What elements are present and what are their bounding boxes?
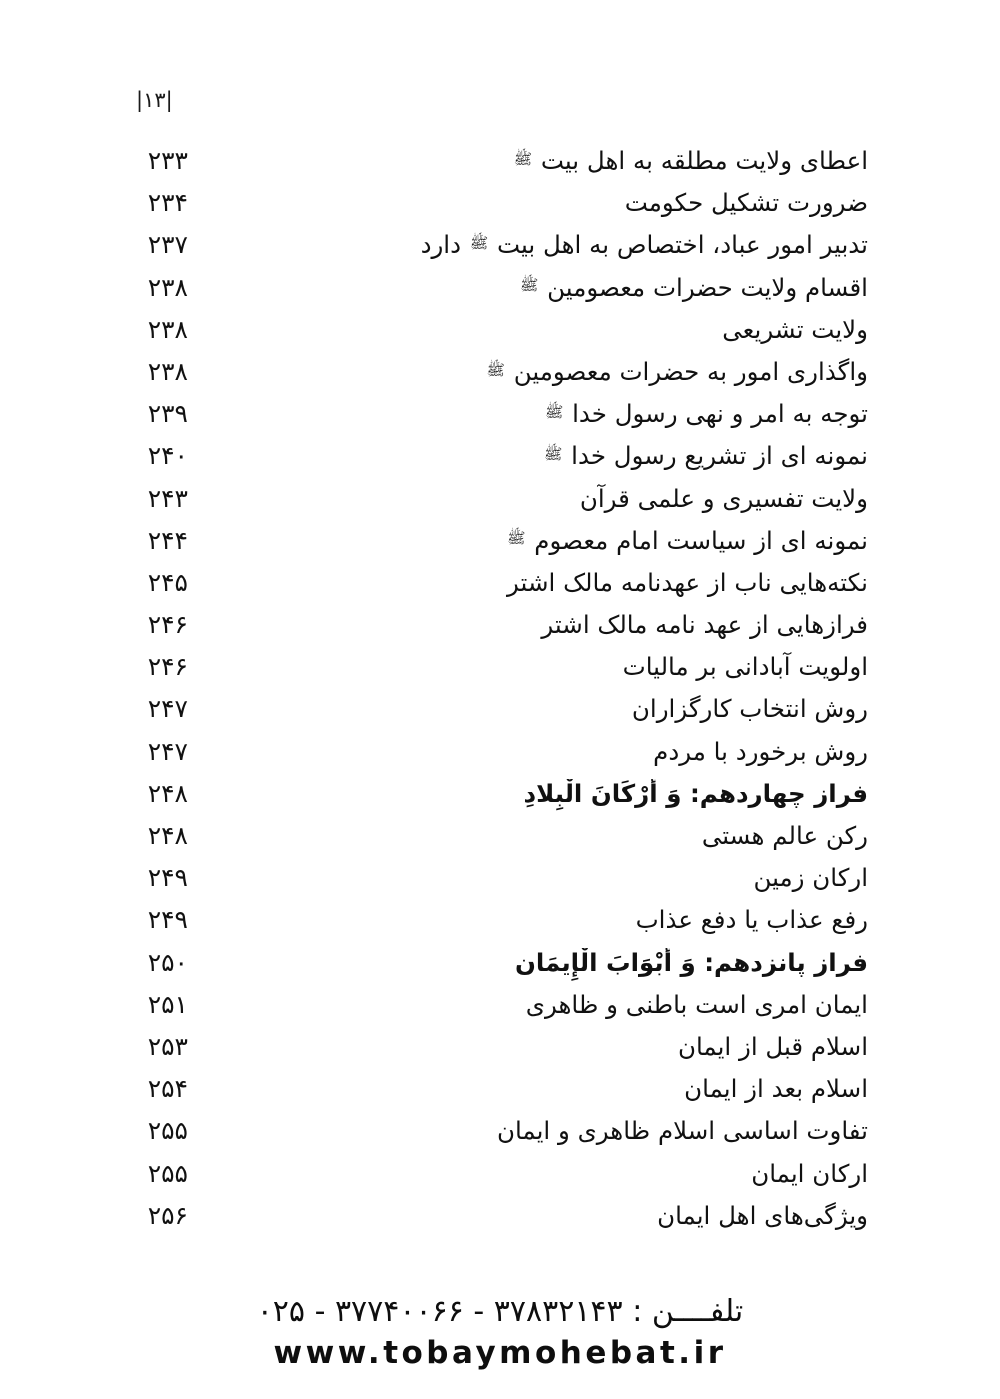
toc-entry[interactable] bbox=[132, 905, 868, 947]
toc-entry[interactable] bbox=[132, 990, 868, 1032]
toc-entry-page-number: ۲۳۷ bbox=[147, 230, 188, 260]
toc-entry-title: ولایت تفسیری و علمی قرآن bbox=[579, 483, 868, 513]
toc-dot-leader bbox=[190, 404, 538, 420]
toc-dot-leader bbox=[190, 615, 535, 631]
toc-entry-title: ضرورت تشکیل حکومت bbox=[624, 188, 868, 218]
toc-entry[interactable] bbox=[132, 610, 868, 652]
toc-entry-title: فراز پانزدهم: وَ أَبْوَابَ الْإِیمَان bbox=[514, 947, 868, 977]
honorific-icon: ﷺ bbox=[544, 402, 564, 421]
toc-entry-title: نمونه ای از تشریع رسول خدا $^ﷺ$ bbox=[544, 441, 868, 471]
toc-entry[interactable] bbox=[132, 1159, 868, 1201]
toc-entry-page-number: ۲۴۰ bbox=[147, 441, 188, 471]
toc-entry[interactable] bbox=[132, 568, 868, 610]
toc-entry-page-number: ۲۳۳ bbox=[147, 146, 188, 175]
toc-entry-page-number: ۲۴۹ bbox=[147, 905, 188, 935]
toc-entry-title: واگذاری امور به حضرات معصومین $^ﷺ$ bbox=[486, 356, 868, 386]
toc-entry[interactable] bbox=[132, 273, 868, 315]
toc-entry[interactable] bbox=[132, 948, 868, 990]
toc-entry-page-number: ۲۴۵ bbox=[147, 567, 188, 597]
toc-entry-title: تدبیر امور عباد، اختصاص به اهل بیت $^ﷺ$ دارد bbox=[420, 230, 868, 260]
toc-dot-leader bbox=[190, 320, 716, 336]
toc-entry-title: اسلام قبل از ایمان bbox=[677, 1031, 868, 1061]
toc-dot-leader bbox=[190, 742, 647, 758]
toc-dot-leader bbox=[190, 699, 626, 715]
toc-entry-title: ارکان ایمان bbox=[751, 1158, 868, 1188]
toc-entry-title: ایمان امری است باطنی و ظاهری bbox=[525, 989, 868, 1019]
toc-entry-page-number: ۲۳۹ bbox=[147, 399, 188, 429]
honorific-icon: ﷺ bbox=[544, 445, 563, 463]
toc-dot-leader bbox=[190, 1164, 745, 1180]
toc-entry-title: نمونه ای از سیاست امام معصوم $^ﷺ$ bbox=[507, 525, 868, 555]
toc-dot-leader bbox=[190, 362, 480, 378]
toc-dot-leader bbox=[190, 784, 518, 800]
toc-entry-title: فرازهایی از عهد نامه مالک اشتر bbox=[541, 610, 868, 640]
toc-entry-title: تفاوت اساسی اسلام ظاهری و ایمان bbox=[496, 1116, 868, 1146]
toc-entry-page-number: ۲۴۸ bbox=[147, 821, 188, 850]
toc-entry-title: اقسام ولایت حضرات معصومین $^ﷺ$ bbox=[520, 272, 868, 302]
toc-entry[interactable] bbox=[132, 652, 868, 694]
toc-entry-title: اولویت آبادانی بر مالیات bbox=[622, 652, 868, 682]
toc-entry-page-number: ۲۵۱ bbox=[147, 989, 188, 1019]
toc-entry-title: ولایت تشریعی bbox=[722, 314, 868, 344]
toc-dot-leader bbox=[190, 489, 574, 505]
toc-entry[interactable] bbox=[132, 357, 868, 399]
toc-entry[interactable] bbox=[132, 484, 868, 526]
honorific-icon: ﷺ bbox=[469, 234, 489, 253]
toc-dot-leader bbox=[190, 573, 501, 589]
footer-website-url[interactable]: www.tobaymohebat.ir bbox=[273, 1335, 727, 1371]
toc-dot-leader bbox=[190, 1206, 651, 1222]
toc-entry[interactable] bbox=[132, 1032, 868, 1074]
toc-dot-leader bbox=[190, 531, 500, 547]
toc-entry[interactable] bbox=[132, 779, 868, 821]
toc-entry-page-number: ۲۴۷ bbox=[147, 694, 188, 724]
honorific-icon: ﷺ bbox=[507, 529, 526, 548]
toc-entry[interactable] bbox=[132, 1116, 868, 1158]
toc-entry-title: فراز چهاردهم: وَ أَرْکَانَ الْبِلادِ bbox=[523, 778, 868, 808]
toc-dot-leader bbox=[190, 1079, 678, 1095]
toc-entry-page-number: ۲۴۳ bbox=[147, 483, 188, 513]
page-folio-number: |۱۳| bbox=[136, 88, 173, 112]
toc-dot-leader bbox=[190, 826, 696, 842]
toc-entry-title: نکته‌هایی ناب از عهدنامه مالک اشتر bbox=[507, 567, 868, 597]
toc-entry-page-number: ۲۴۷ bbox=[147, 736, 188, 766]
toc-dot-leader bbox=[190, 953, 509, 969]
toc-dot-leader bbox=[190, 995, 520, 1011]
toc-entry[interactable] bbox=[132, 526, 868, 568]
toc-dot-leader bbox=[190, 446, 537, 462]
toc-entry-page-number: ۲۵۵ bbox=[147, 1158, 188, 1188]
toc-dot-leader bbox=[190, 868, 747, 884]
toc-entry-page-number: ۲۵۳ bbox=[147, 1031, 188, 1061]
toc-entry-page-number: ۲۳۸ bbox=[147, 356, 188, 386]
toc-entry[interactable] bbox=[132, 230, 868, 272]
toc-entry-title: ارکان زمین bbox=[753, 863, 868, 893]
honorific-icon: ﷺ bbox=[486, 360, 505, 379]
toc-entry-page-number: ۲۵۴ bbox=[147, 1074, 188, 1104]
toc-dot-leader bbox=[190, 235, 415, 251]
toc-entry-title: ویژگی‌های اهل ایمان bbox=[657, 1200, 868, 1230]
toc-entry-page-number: ۲۳۴ bbox=[147, 188, 188, 218]
toc-dot-leader bbox=[190, 1121, 491, 1137]
toc-entry[interactable] bbox=[132, 146, 868, 188]
toc-entry-page-number: ۲۵۶ bbox=[147, 1200, 188, 1230]
toc-dot-leader bbox=[190, 1037, 672, 1053]
toc-entry-title: اسلام بعد از ایمان bbox=[684, 1074, 868, 1104]
toc-entry[interactable] bbox=[132, 441, 868, 483]
honorific-icon: ﷺ bbox=[520, 276, 539, 295]
footer-phone-line: تلفــــن : ۳۷۸۳۲۱۴۳ - ۳۷۷۴۰۰۶۶ - ۰۲۵ bbox=[256, 1294, 744, 1329]
toc-entry[interactable] bbox=[132, 737, 868, 779]
toc-dot-leader bbox=[190, 278, 513, 294]
toc-dot-leader bbox=[190, 910, 630, 926]
toc-entry[interactable] bbox=[132, 315, 868, 357]
toc-entry-page-number: ۲۴۸ bbox=[147, 778, 188, 808]
page-footer bbox=[0, 1294, 1000, 1371]
toc-entry[interactable] bbox=[132, 399, 868, 441]
toc-entry-page-number: ۲۴۹ bbox=[147, 863, 188, 893]
toc-entry-title: روش انتخاب کارگزاران bbox=[631, 694, 868, 724]
toc-entry-page-number: ۲۳۸ bbox=[147, 314, 188, 344]
toc-entry-page-number: ۲۴۶ bbox=[147, 610, 188, 640]
toc-entry-page-number: ۲۳۸ bbox=[147, 272, 188, 302]
toc-dot-leader bbox=[190, 151, 507, 167]
table-of-contents-list bbox=[132, 146, 868, 1243]
toc-entry[interactable] bbox=[132, 821, 868, 863]
toc-entry-title: رفع عذاب یا دفع عذاب bbox=[635, 905, 868, 935]
toc-entry-title: رکن عالم هستی bbox=[701, 821, 868, 850]
toc-dot-leader bbox=[190, 657, 617, 673]
toc-entry-page-number: ۲۴۶ bbox=[147, 652, 188, 682]
honorific-icon: ﷺ bbox=[513, 149, 533, 168]
toc-entry[interactable] bbox=[132, 694, 868, 736]
toc-entry-title: اعطای ولایت مطلقه به اهل بیت $^ﷺ$ bbox=[513, 146, 868, 175]
toc-entry-page-number: ۲۵۰ bbox=[147, 947, 188, 977]
toc-entry-page-number: ۲۴۴ bbox=[147, 525, 188, 555]
toc-entry[interactable] bbox=[132, 188, 868, 230]
toc-entry-title: توجه به امر و نهی رسول خدا $^ﷺ$ bbox=[544, 399, 868, 429]
toc-entry[interactable] bbox=[132, 1201, 868, 1243]
toc-entry-title: روش برخورد با مردم bbox=[653, 736, 868, 766]
toc-entry[interactable] bbox=[132, 863, 868, 905]
toc-entry-page-number: ۲۵۵ bbox=[147, 1116, 188, 1146]
toc-entry[interactable] bbox=[132, 1074, 868, 1116]
toc-dot-leader bbox=[190, 193, 619, 209]
